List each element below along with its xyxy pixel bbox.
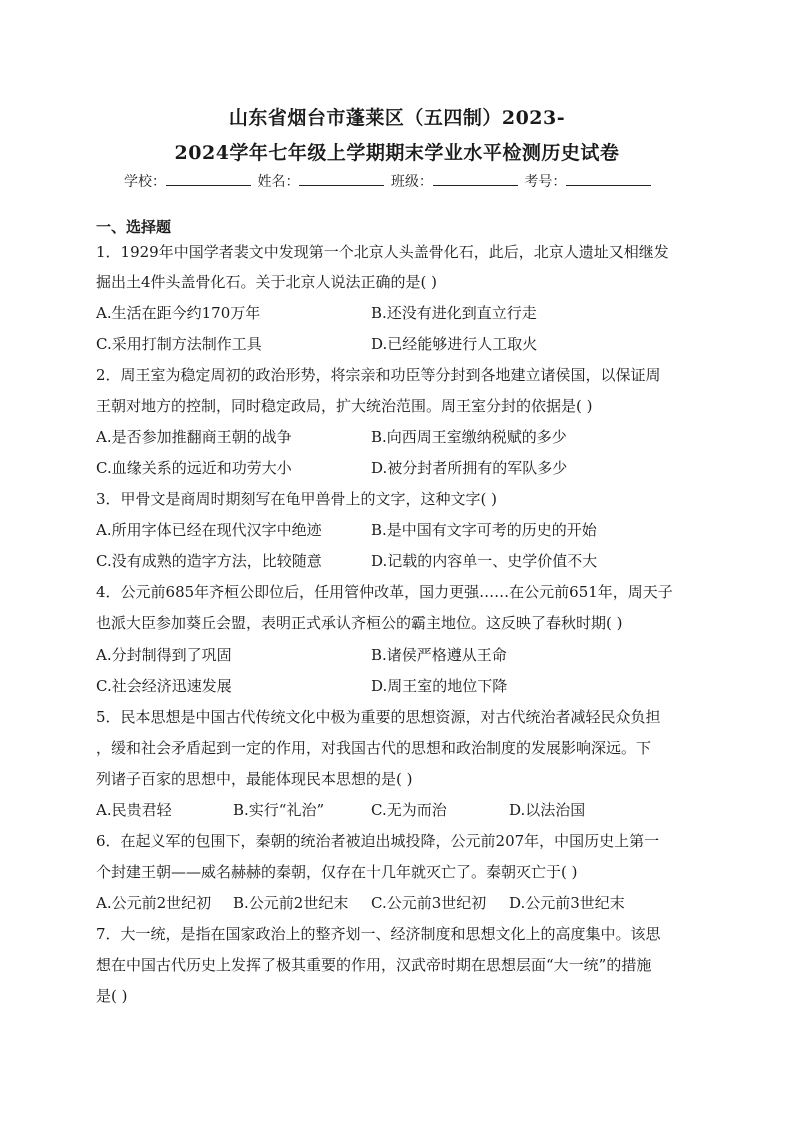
exam-number-label: 考号： [524,174,567,190]
question-3-option-c: C.没有成熟的造字方法，比较随意 [96,552,322,570]
question-4-option-a: A.分封制得到了巩固 [96,646,232,664]
question-5-option-a: A.民贵君轻 [96,801,172,819]
name-blank [299,173,384,186]
exam-number-blank [566,173,651,186]
question-2-option-d: D.被分封者所拥有的军队多少 [371,459,568,477]
exam-title-line2: 2024学年七年级上学期期末学业水平检测历史试卷 [174,142,620,164]
question-4-line-2: 也派大臣参加葵丘会盟，表明正式承认齐桓公的霸主地位。这反映了春秋时期( ) [96,614,623,632]
question-6-line-2: 个封建王朝——威名赫赫的秦朝，仅存在十几年就灭亡了。秦朝灭亡于( ) [96,863,578,881]
student-info-row [124,171,653,191]
question-1-line-1: 1．1929年中国学者裴文中发现第一个北京人头盖骨化石，此后，北京人遗址又相继发 [96,243,669,261]
question-1-option-a: A.生活在距今约170万年 [96,304,261,322]
question-2-line-1: 2．周王室为稳定周初的政治形势，将宗亲和功臣等分封到各地建立诸侯国，以保证周 [96,366,661,384]
question-1-option-d: D.已经能够进行人工取火 [371,335,538,353]
question-5-line-1: 5．民本思想是中国古代传统文化中极为重要的思想资源，对古代统治者减轻民众负担 [96,708,661,726]
question-7-line-1: 7．大一统，是指在国家政治上的整齐划一、经济制度和思想文化上的高度集中。该思 [96,925,661,943]
question-1-option-c: C.采用打制方法制作工具 [96,335,262,353]
class-label: 班级： [390,174,433,190]
question-4-option-c: C.社会经济迅速发展 [96,677,232,695]
question-3-option-b: B.是中国有文字可考的历史的开始 [371,521,597,539]
question-4-line-1: 4．公元前685年齐桓公即位后，任用管仲改革，国力更强……在公元前651年，周天子 [96,583,673,601]
question-2-line-2: 王朝对地方的控制，同时稳定政局，扩大统治范围。周王室分封的依据是( ) [96,397,593,415]
question-6-option-c: C.公元前3世纪初 [371,894,487,912]
question-5-line-2: ，缓和社会矛盾起到一定的作用，对我国古代的思想和政治制度的发展影响深远。下 [96,739,652,757]
question-5-line-3: 列诸子百家的思想中，最能体现民本思想的是( ) [96,770,413,788]
question-2-option-a: A.是否参加推翻商王朝的战争 [96,428,292,446]
section-heading: 一、选择题 [96,218,172,236]
question-3-option-d: D.记载的内容单一、史学价值不大 [371,552,598,570]
name-label: 姓名： [257,174,300,190]
question-6-option-d: D.公元前3世纪末 [509,894,625,912]
question-6-option-a: A.公元前2世纪初 [96,894,212,912]
question-6-line-1: 6．在起义军的包围下，秦朝的统治者被迫出城投降，公元前207年，中国历史上第一 [96,832,660,850]
question-6-option-b: B.公元前2世纪末 [233,894,349,912]
question-5-option-b: B.实行“礼治” [233,801,325,819]
question-5-option-c: C.无为而治 [371,801,447,819]
question-5-option-d: D.以法治国 [509,801,586,819]
school-label: 学校： [124,174,166,190]
question-7-line-3: 是( ) [96,987,128,1005]
question-3-option-a: A.所用字体已经在现代汉字中绝迹 [96,521,322,539]
question-3-line-1: 3．甲骨文是商周时期刻写在龟甲兽骨上的文字，这种文字( ) [96,490,498,508]
question-2-option-b: B.向西周王室缴纳税赋的多少 [371,428,567,446]
school-blank [166,173,251,186]
question-1-line-2: 掘出土4件头盖骨化石。关于北京人说法正确的是( ) [96,273,438,291]
class-blank [433,173,518,186]
exam-title-line1: 山东省烟台市蓬莱区（五四制）2023- [228,107,566,129]
question-2-option-c: C.血缘关系的远近和功劳大小 [96,459,292,477]
question-4-option-b: B.诸侯严格遵从王命 [371,646,507,664]
question-1-option-b: B.还没有进化到直立行走 [371,304,537,322]
question-7-line-2: 想在中国古代历史上发挥了极其重要的作用，汉武帝时期在思想层面“大一统”的措施 [96,956,652,974]
question-4-option-d: D.周王室的地位下降 [371,677,508,695]
